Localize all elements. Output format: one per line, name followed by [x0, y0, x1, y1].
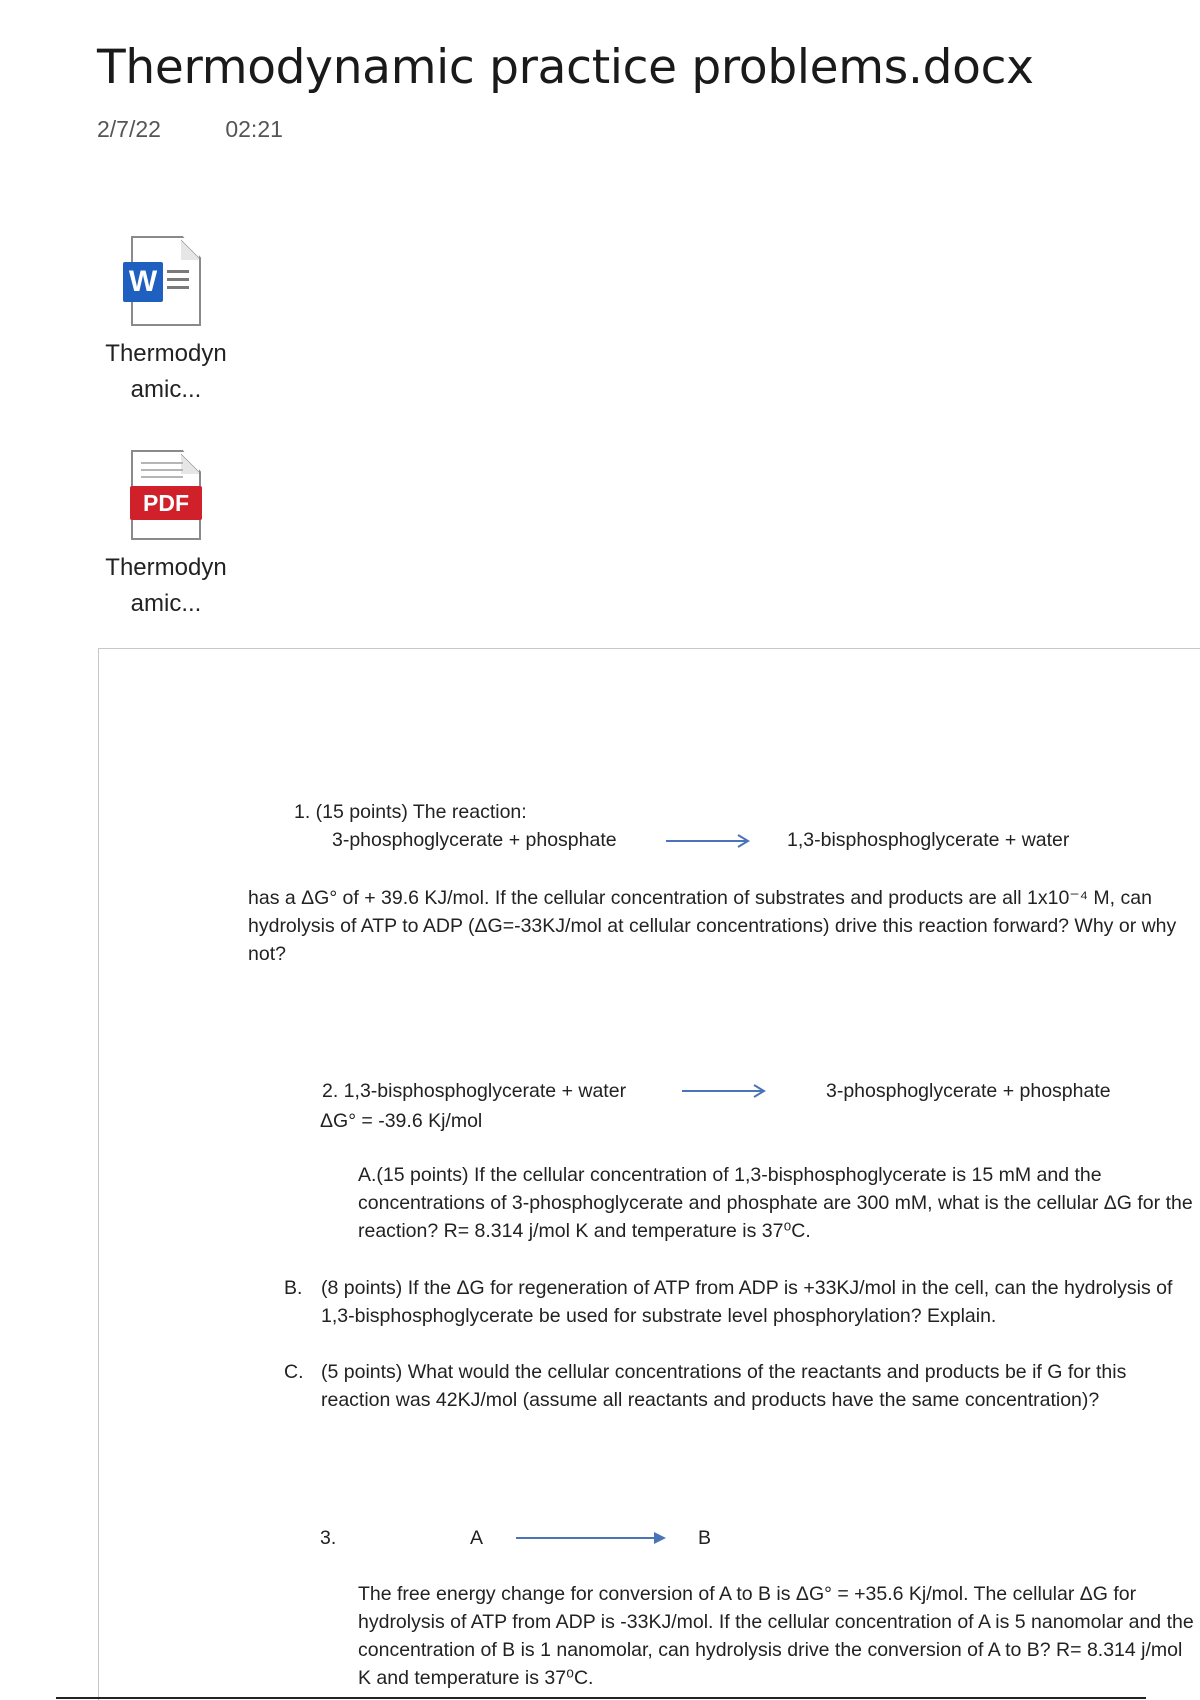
pdf-badge: PDF: [130, 486, 202, 520]
q2-part-b: (8 points) If the ΔG for regeneration of ATP from ADP is +33KJ/mol in the cell, can the hydrolysis of 1,3-bisphosphoglycerate be used for substrate level phosphorylation? Explain.: [321, 1277, 1173, 1327]
q1-body: has a ΔG° of + 39.6 KJ/mol. If the cellular concentration of substrates and products are all 1x10⁻⁴ M, can hydrolysis of ATP to ADP (ΔG=-33KJ/mol at cellular concentrations) drive this reaction forward? Why or why not?: [248, 887, 1177, 965]
q1-products: 1,3-bisphosphoglycerate + water: [787, 829, 1070, 851]
reaction-arrow-icon: [682, 1082, 768, 1100]
q3-number: 3.: [320, 1527, 337, 1549]
page-time: 02:21: [225, 116, 283, 142]
q2-part-b-label: B.: [284, 1277, 303, 1299]
q2-delta-g: ΔG° = -39.6 Kj/mol: [320, 1110, 483, 1132]
q1-reactants: 3-phosphoglycerate + phosphate: [332, 829, 617, 851]
divider: [56, 1697, 1146, 1699]
q2-part-c: (5 points) What would the cellular concentrations of the reactants and products be if G for this reaction was 42KJ/mol (assume all reactants and products have the same concentration)?: [321, 1361, 1127, 1411]
page-meta: [97, 116, 341, 143]
attachment-name: Thermodyn amic...: [105, 340, 227, 403]
q2-products: 3-phosphoglycerate + phosphate: [826, 1080, 1111, 1102]
reaction-arrow-icon: [516, 1529, 672, 1547]
attachment-name: Thermodyn amic...: [105, 554, 227, 617]
attachment-pdf[interactable]: [90, 450, 242, 622]
attachment-word[interactable]: [90, 236, 242, 408]
page-title: Thermodynamic practice problems.docx: [97, 40, 1034, 95]
page-date: 2/7/22: [97, 116, 161, 142]
q3-reactant: A: [470, 1527, 484, 1549]
word-badge: W: [123, 262, 163, 302]
q1-header: 1. (15 points) The reaction:: [294, 801, 527, 823]
q3-product: B: [698, 1527, 712, 1549]
q3-body: The free energy change for conversion of A to B is ΔG° = +35.6 Kj/mol. The cellular ΔG for hydrolysis of ATP from ADP is -33KJ/mol. If the cellular concentration of A is 5 nanomolar and the concentration of B is 1 nanomolar, can hydrolysis drive the conversion of A to B? R= 8.314 j/mol K and temperature is 37⁰C.: [358, 1583, 1194, 1689]
reaction-arrow-icon: [666, 832, 752, 850]
q2-part-a: A.(15 points) If the cellular concentration of 1,3-bisphosphoglycerate is 15 mM and the concentrations of 3-phosphoglycerate and phosphate are 300 mM, what is the cellular ΔG for the reaction? R= 8.314 j/mol K and temperature is 37⁰C.: [358, 1164, 1193, 1242]
q2-part-c-label: C.: [284, 1361, 304, 1383]
q2-reactants: 2. 1,3-bisphosphoglycerate + water: [322, 1080, 627, 1102]
